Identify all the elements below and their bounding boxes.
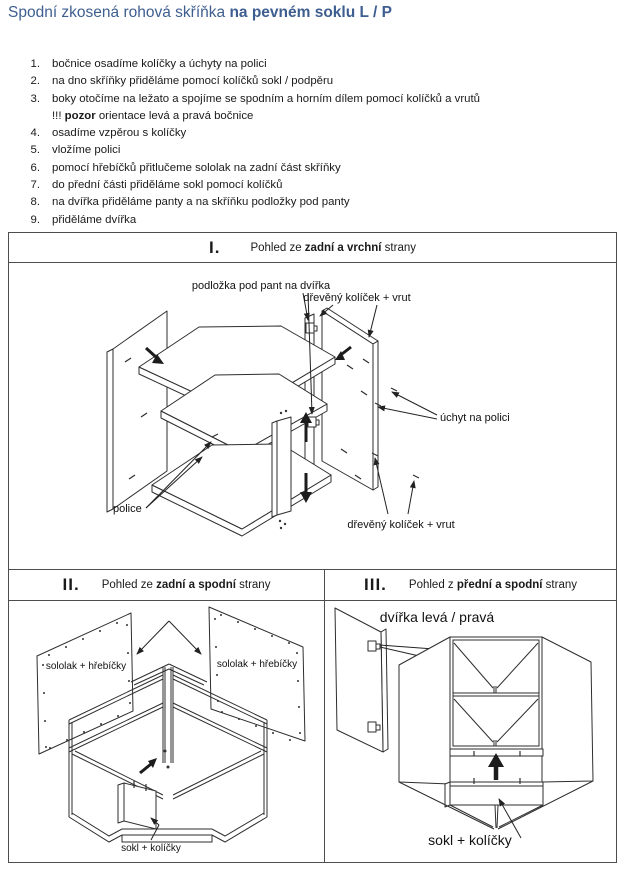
warning-text	[52, 108, 253, 125]
panel2-content	[8, 600, 325, 863]
list-item-warning	[0, 108, 620, 125]
page-title-regular: Spodní zkosená rohová skříňka	[8, 4, 230, 21]
step-text: boky otočíme na ležato a spojíme se spodním a horním dílem pomocí kolíčků a vrutů	[52, 92, 480, 105]
step-text: do přední části přiděláme sokl pomocí kolíčků	[52, 179, 283, 192]
panel3-caption: Pohled z přední a spodní strany	[408, 579, 577, 591]
panel3-header	[324, 569, 617, 601]
step-number: 9.	[30, 213, 40, 226]
list-item	[0, 73, 620, 90]
panel2-caption: Pohled ze zadní a spodní strany	[101, 579, 271, 591]
back-bottom-view-diagram	[9, 601, 324, 862]
panel1-caption: Pohled ze zadní a vrchní strany	[250, 241, 416, 254]
panel1-header	[8, 232, 617, 263]
label-sokl-kolicky: sokl + kolíčky	[428, 832, 512, 848]
list-item	[0, 56, 620, 73]
list-item	[0, 160, 620, 177]
panel3-content	[324, 600, 617, 863]
label-sololak-right: sololak + hřebíčky	[216, 659, 298, 670]
panel1-content	[8, 262, 617, 570]
step-text: na dno skříňky přiděláme pomocí kolíčků sokl / podpěru	[52, 75, 334, 88]
label-kolicek-vrut-bottom: dřevěný kolíček + vrut	[347, 519, 455, 531]
step-text: osadíme vzpěrou s kolíčky	[52, 127, 187, 140]
label-sokl-kolicky: sokl + kolíčky	[121, 843, 181, 854]
step-number: 5.	[30, 144, 40, 157]
step-number: 8.	[30, 196, 40, 209]
step-text: vložíme polici	[52, 144, 121, 157]
left-side-board	[113, 311, 167, 509]
hinge-pad-icon	[306, 323, 317, 333]
arrow-up-icon	[488, 753, 504, 780]
step-number: 6.	[30, 161, 40, 174]
page-title	[8, 4, 392, 22]
step-text: na dvířka přiděláme panty a na skříňku podložky pod panty	[52, 196, 350, 209]
panel2-numeral: II.	[62, 575, 80, 594]
list-item	[0, 177, 620, 194]
step-number: 4.	[30, 127, 40, 140]
assembly-steps-list	[0, 56, 620, 229]
list-item	[0, 212, 620, 229]
step-text: bočnice osadíme kolíčky a úchyty na polici	[52, 58, 267, 70]
panel1-numeral: I.	[208, 237, 221, 257]
label-uchyt-na-polici: úchyt na polici	[440, 412, 510, 424]
warning-rest: orientace levá a pravá bočnice	[95, 109, 254, 122]
left-side-board-edge	[107, 349, 113, 512]
step-text: pomocí hřebíčků přitlučeme sololak na zadní část skříňky	[52, 161, 341, 174]
list-item	[0, 91, 620, 108]
warning-bold: pozor	[64, 109, 96, 122]
step-text: přiděláme dvířka	[52, 213, 137, 226]
step-number: 7.	[30, 179, 40, 192]
plinth-piece	[124, 783, 156, 829]
step-number: 3.	[30, 92, 40, 105]
front-bottom-view-diagram	[325, 601, 616, 862]
bottom-panel	[152, 444, 331, 529]
panel2-header	[8, 569, 325, 601]
back-panel-left	[37, 613, 133, 754]
warning-prefix: !!!	[52, 109, 65, 122]
label-dvirka: dvířka levá / pravá	[379, 609, 495, 625]
label-kolicek-vrut-top: dřevěný kolíček + vrut	[303, 292, 411, 304]
step-number	[0, 108, 40, 125]
left-side-wing	[399, 637, 450, 784]
support-strut	[277, 417, 291, 515]
label-sololak-left: sololak + hřebíčky	[45, 661, 127, 672]
back-panel-right	[209, 607, 305, 741]
panel3-numeral: III.	[364, 575, 387, 594]
list-item	[0, 125, 620, 142]
step-number: 1.	[30, 58, 40, 70]
exploded-view-diagram	[9, 263, 616, 569]
step-number: 2.	[30, 75, 40, 88]
plinth-piece	[450, 782, 543, 805]
label-police: police	[113, 503, 142, 515]
right-side-wing	[542, 637, 593, 782]
label-podlozka-pod-pant: podložka pod pant na dvířka	[191, 280, 331, 292]
list-item	[0, 194, 620, 211]
list-item	[0, 142, 620, 159]
arrow-up-right-icon	[140, 758, 157, 773]
page-title-bold: na pevném soklu L / P	[229, 4, 392, 21]
